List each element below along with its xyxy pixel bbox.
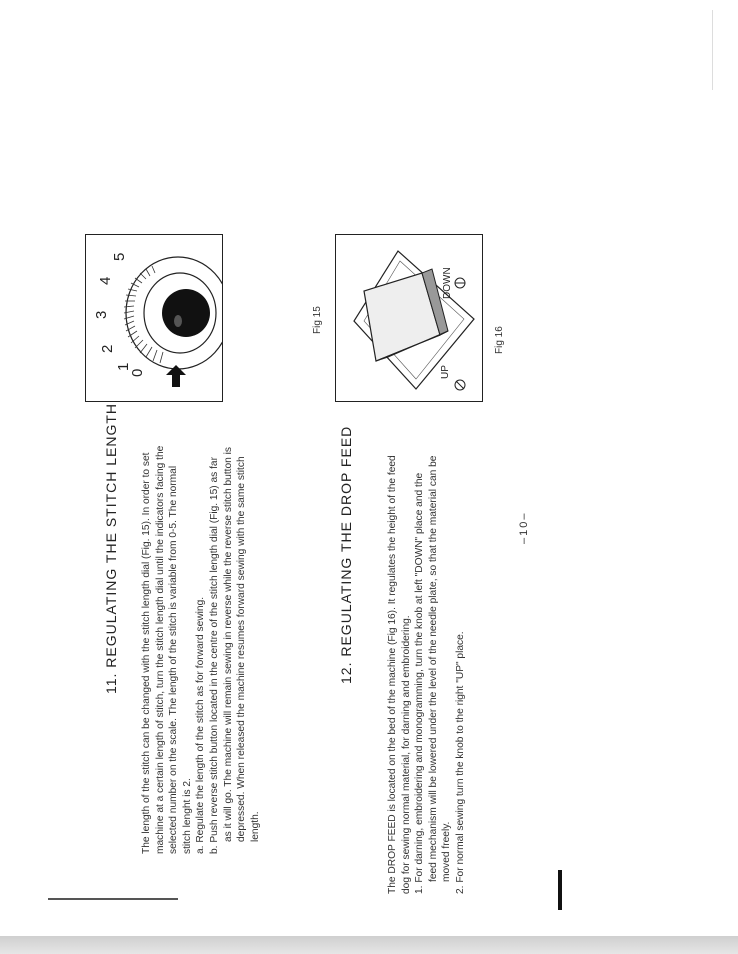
knob-label-up: UP bbox=[440, 365, 451, 379]
dial-number-2: 2 bbox=[99, 344, 116, 353]
section-12-body bbox=[386, 454, 468, 894]
section-11-intro: The length of the stitch can be changed with the stitch length dial (Fig. 15). In order to set machine at a certain length of stitch, turn the stitch length dial until the indicators facing the selected number on the scale. The length of the stitch is variable from 0-5. The normal stitch lenght is 2. bbox=[141, 445, 193, 854]
dial-number-1: 1 bbox=[115, 362, 132, 371]
section-12-heading: 12. REGULATING THE DROP FEED bbox=[338, 425, 354, 684]
section-12-item-1: 1. For darning, embroidering and monogramming, turn the knob at left "DOWN" place and the feed mechanism will be lowered under the level of the needle plate, so that the material can be moved freely. bbox=[414, 455, 453, 894]
section-11-heading: 11. REGULATING THE STITCH LENGTH bbox=[103, 402, 119, 694]
figure-16-box bbox=[335, 234, 483, 402]
section-11-body bbox=[140, 444, 262, 854]
section-12-item-2: 2. For normal sewing turn the knob to the right "UP" place. bbox=[454, 631, 466, 894]
dial-number-4: 4 bbox=[97, 276, 114, 285]
up-symbol-bar bbox=[456, 381, 464, 389]
drop-feed-knob-illustration bbox=[336, 235, 482, 401]
figure-15-box bbox=[85, 234, 223, 402]
section-12-intro: The DROP FEED is located on the bed of the machine (Fig 16). It regulates the height of the feed dog for sewing normal material, for darning and embroidering. bbox=[387, 455, 412, 894]
stitch-length-dial-illustration bbox=[86, 235, 222, 401]
section-11-item-b: b. Push reverse stitch button located in the centre of the stitch length dial (Fig. 15) as far as it will go. The machine will remain sewing in reverse while the reverse stitch button is depressed. When released the machine resumes forward sewing with the same stitch length. bbox=[208, 446, 261, 854]
dial-number-5: 5 bbox=[111, 252, 128, 261]
section-11-item-a: a. Regulate the length of the stitch as for forward sewing. bbox=[195, 596, 207, 854]
dial-number-0: 0 bbox=[129, 368, 146, 377]
knob-label-down: DOWN bbox=[442, 267, 453, 299]
figure-15-caption: Fig 15 bbox=[312, 306, 323, 334]
page-number: –10– bbox=[518, 511, 530, 544]
figure-16-caption: Fig 16 bbox=[494, 326, 505, 354]
dial-number-3: 3 bbox=[93, 310, 110, 319]
